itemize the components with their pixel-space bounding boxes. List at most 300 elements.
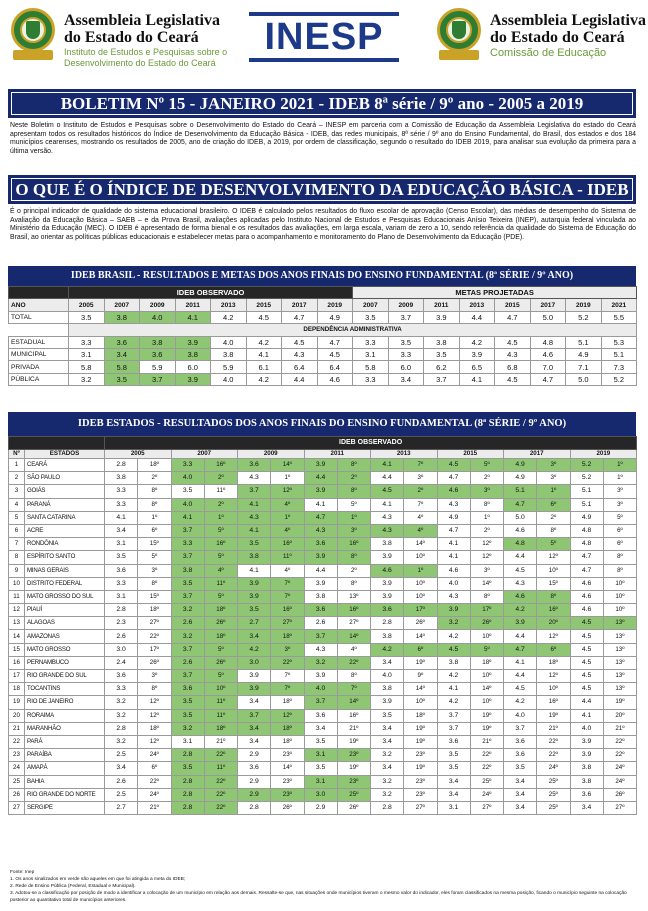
ideb-rank: 14º — [337, 630, 370, 643]
ideb-rank: 5º — [470, 459, 503, 472]
table-row — [9, 696, 637, 709]
ideb-value: 2.9 — [238, 788, 271, 801]
ideb-rank: 5º — [204, 590, 237, 603]
ideb-value: 4.3 — [371, 511, 404, 524]
ideb-value: 4.3 — [238, 472, 271, 485]
inesp-logo — [249, 12, 399, 62]
row-number: 15 — [9, 643, 25, 656]
observed-year: 2019 — [317, 299, 353, 311]
ideb-value: 5.1 — [570, 498, 603, 511]
ideb-value: 2.8 — [171, 801, 204, 814]
footnote-1: 1. Os anos sinalizados em verde são aqueles em que foi atingida a meta do IDEB; — [10, 877, 186, 882]
ideb-value: 4.0 — [504, 709, 537, 722]
ideb-value: 2.5 — [105, 749, 138, 762]
state-name: SANTA CATARINA — [25, 511, 105, 524]
projected-value: 4.6 — [530, 348, 566, 360]
ideb-rank: 6º — [603, 524, 636, 537]
ideb-rank: 18º — [138, 722, 171, 735]
ideb-value: 2.8 — [171, 788, 204, 801]
year-header: 2007 — [171, 450, 238, 459]
ideb-value: 4.4 — [304, 564, 337, 577]
ideb-rank: 26º — [204, 656, 237, 669]
ideb-rank: 11º — [204, 696, 237, 709]
ideb-value: 3.5 — [304, 735, 337, 748]
ideb-value: 3.5 — [171, 709, 204, 722]
ideb-rank: 16º — [337, 709, 370, 722]
ideb-value: 3.1 — [437, 801, 470, 814]
row-number: 10 — [9, 577, 25, 590]
ideb-rank: 6º — [404, 643, 437, 656]
ideb-rank: 26º — [138, 656, 171, 669]
ideb-rank: 18º — [138, 459, 171, 472]
estados-years-row — [9, 450, 637, 459]
ideb-value: 3.7 — [171, 670, 204, 683]
ideb-rank: 22º — [204, 788, 237, 801]
observed-value: 4.7 — [282, 311, 318, 323]
ideb-rank: 26º — [404, 617, 437, 630]
ideb-value: 2.5 — [105, 788, 138, 801]
projected-value: 6.2 — [424, 361, 460, 373]
state-seal-icon — [434, 6, 484, 68]
ideb-value: 3.6 — [304, 538, 337, 551]
ideb-rank: 14º — [337, 696, 370, 709]
ideb-value: 3.4 — [238, 735, 271, 748]
ideb-value: 3.5 — [238, 538, 271, 551]
row-label: ESTADUAL — [9, 336, 69, 348]
ideb-value: 4.4 — [570, 696, 603, 709]
observed-value: 3.5 — [69, 311, 105, 323]
observed-year: 2007 — [104, 299, 140, 311]
state-name: PIAUÍ — [25, 604, 105, 617]
ideb-value: 3.2 — [371, 775, 404, 788]
ideb-rank: 16º — [337, 604, 370, 617]
ideb-value: 3.7 — [171, 524, 204, 537]
ideb-rank: 8º — [537, 524, 570, 537]
projected-value: 5.0 — [566, 373, 602, 385]
ideb-value: 4.1 — [105, 511, 138, 524]
ideb-value: 3.6 — [171, 683, 204, 696]
ideb-rank: 1º — [404, 564, 437, 577]
ideb-value: 4.4 — [504, 551, 537, 564]
projected-value: 5.5 — [601, 311, 637, 323]
ideb-rank: 10º — [470, 670, 503, 683]
projected-value: 5.0 — [530, 311, 566, 323]
projected-year: 2021 — [601, 299, 637, 311]
ideb-rank: 5º — [204, 643, 237, 656]
ideb-rank: 22º — [204, 801, 237, 814]
ideb-value: 4.8 — [570, 538, 603, 551]
ideb-rank: 5º — [204, 670, 237, 683]
ideb-rank: 22º — [537, 735, 570, 748]
brasil-header-row — [9, 287, 637, 299]
ideb-value: 4.2 — [371, 643, 404, 656]
dependencia-label: DEPENDÊNCIA ADMINISTRATIVA — [69, 324, 637, 336]
ideb-value: 3.9 — [304, 485, 337, 498]
ideb-rank: 8º — [337, 551, 370, 564]
ideb-value: 3.4 — [238, 722, 271, 735]
brasil-table-title: IDEB BRASIL - RESULTADOS E METAS DOS ANOS FINAIS DO ENSINO FUNDAMENTAL (8ª SÉRIE / 9º ANO) — [8, 266, 636, 286]
ideb-rank: 27º — [404, 801, 437, 814]
projected-value: 3.5 — [388, 336, 424, 348]
ideb-value: 4.5 — [371, 485, 404, 498]
ideb-value: 3.7 — [437, 709, 470, 722]
ideb-value: 3.1 — [171, 735, 204, 748]
ideb-rank: 25º — [537, 788, 570, 801]
projected-year: 2019 — [566, 299, 602, 311]
ideb-rank: 23º — [337, 775, 370, 788]
ideb-value: 2.8 — [171, 749, 204, 762]
ideb-rank: 2º — [337, 564, 370, 577]
ideb-rank: 22º — [470, 762, 503, 775]
ideb-value: 5.2 — [570, 472, 603, 485]
ideb-rank: 18º — [470, 656, 503, 669]
header-blank — [9, 287, 69, 299]
ideb-value: 3.9 — [238, 670, 271, 683]
state-name: MINAS GERAIS — [25, 564, 105, 577]
brasil-row — [9, 373, 637, 385]
ideb-rank: 3º — [138, 564, 171, 577]
ideb-value: 3.8 — [371, 683, 404, 696]
ideb-value: 3.1 — [304, 775, 337, 788]
observed-value: 6.4 — [282, 361, 318, 373]
observed-year: 2015 — [246, 299, 282, 311]
ideb-rank: 1º — [470, 511, 503, 524]
ideb-rank: 8º — [470, 498, 503, 511]
ideb-rank: 3º — [470, 485, 503, 498]
ideb-rank: 26º — [337, 801, 370, 814]
brasil-row — [9, 348, 637, 360]
ideb-value: 4.9 — [504, 459, 537, 472]
ideb-rank: 12º — [138, 735, 171, 748]
table-row — [9, 498, 637, 511]
ideb-rank: 2º — [138, 472, 171, 485]
observed-value: 4.1 — [175, 311, 211, 323]
projected-value: 5.8 — [353, 361, 389, 373]
projected-year: 2009 — [388, 299, 424, 311]
observed-value: 5.8 — [104, 361, 140, 373]
ideb-rank: 26º — [204, 617, 237, 630]
projected-value: 7.3 — [601, 361, 637, 373]
ideb-value: 4.3 — [371, 524, 404, 537]
ideb-value: 3.9 — [371, 590, 404, 603]
ideb-value: 4.6 — [437, 485, 470, 498]
ideb-rank: 10º — [470, 696, 503, 709]
ideb-rank: 10º — [537, 564, 570, 577]
table-row — [9, 551, 637, 564]
estados-table-box — [8, 412, 636, 815]
ideb-value: 3.5 — [437, 749, 470, 762]
ideb-value: 4.8 — [570, 524, 603, 537]
ideb-rank: 24º — [138, 788, 171, 801]
ideb-rank: 17º — [404, 604, 437, 617]
observed-value: 6.4 — [317, 361, 353, 373]
ideb-rank: 13º — [603, 617, 636, 630]
projected-value: 5.1 — [566, 336, 602, 348]
projected-value: 3.9 — [424, 311, 460, 323]
ideb-rank: 15º — [537, 577, 570, 590]
ideb-value: 4.1 — [371, 498, 404, 511]
ideb-value: 2.8 — [105, 722, 138, 735]
ideb-value: 4.5 — [570, 643, 603, 656]
row-label: PRIVADA — [9, 361, 69, 373]
ideb-rank: 13º — [603, 643, 636, 656]
brasil-row — [9, 361, 637, 373]
right-org-line2: do Estado do Ceará — [490, 29, 625, 46]
state-name: SERGIPE — [25, 801, 105, 814]
ideb-value: 4.1 — [171, 511, 204, 524]
ideb-rank: 19º — [404, 735, 437, 748]
ideb-rank: 12º — [470, 538, 503, 551]
table-row — [9, 524, 637, 537]
table-row — [9, 472, 637, 485]
table-row — [9, 617, 637, 630]
observed-value: 3.8 — [104, 311, 140, 323]
ideb-rank: 27º — [470, 801, 503, 814]
ideb-rank: 7º — [404, 498, 437, 511]
ideb-rank: 24º — [603, 775, 636, 788]
ideb-rank: 22º — [204, 775, 237, 788]
ideb-value: 3.9 — [304, 459, 337, 472]
ideb-rank: 2º — [470, 472, 503, 485]
ideb-value: 3.6 — [304, 604, 337, 617]
ideb-rank: 19º — [337, 762, 370, 775]
ideb-value: 3.9 — [238, 590, 271, 603]
brasil-row — [9, 336, 637, 348]
ideb-rank: 2º — [204, 498, 237, 511]
ideb-value: 3.6 — [238, 762, 271, 775]
ideb-rank: 12º — [138, 696, 171, 709]
n-header: Nº — [9, 450, 25, 459]
ideb-value: 3.0 — [304, 788, 337, 801]
ideb-rank: 27º — [337, 617, 370, 630]
ideb-rank: 21º — [537, 722, 570, 735]
observed-year: 2011 — [175, 299, 211, 311]
ideb-rank: 12º — [537, 551, 570, 564]
ideb-value: 3.8 — [371, 538, 404, 551]
observed-value: 3.3 — [69, 336, 105, 348]
ideb-rank: 3º — [470, 564, 503, 577]
ideb-value: 3.9 — [504, 617, 537, 630]
ideb-rank: 11º — [204, 762, 237, 775]
ideb-value: 2.7 — [238, 617, 271, 630]
projected-value: 5.1 — [601, 348, 637, 360]
ideb-rank: 6º — [603, 538, 636, 551]
ideb-rank: 1º — [204, 511, 237, 524]
ideb-value: 3.7 — [171, 551, 204, 564]
ideb-rank: 26º — [271, 801, 304, 814]
projected-year: 2013 — [459, 299, 495, 311]
left-organization — [8, 6, 227, 68]
ideb-value: 3.4 — [504, 801, 537, 814]
ideb-value: 4.5 — [570, 630, 603, 643]
state-name: DISTRITO FEDERAL — [25, 577, 105, 590]
row-number: 27 — [9, 801, 25, 814]
ideb-value: 5.1 — [570, 485, 603, 498]
projected-value: 4.5 — [495, 373, 531, 385]
ideb-value: 4.7 — [437, 472, 470, 485]
observed-year: 2009 — [140, 299, 176, 311]
ideb-value: 3.8 — [437, 656, 470, 669]
projected-value: 4.3 — [495, 348, 531, 360]
ideb-rank: 22º — [138, 630, 171, 643]
ideb-value: 3.8 — [304, 590, 337, 603]
ideb-rank: 8º — [337, 577, 370, 590]
ideb-value: 4.9 — [504, 472, 537, 485]
ideb-rank: 21º — [337, 722, 370, 735]
observed-value: 4.0 — [211, 373, 247, 385]
projected-year: 2017 — [530, 299, 566, 311]
ideb-value: 3.6 — [105, 670, 138, 683]
ideb-value: 4.0 — [171, 498, 204, 511]
row-number: 8 — [9, 551, 25, 564]
projected-value: 3.7 — [388, 311, 424, 323]
ideb-value: 3.7 — [171, 643, 204, 656]
projected-header: METAS PROJETADAS — [353, 287, 637, 299]
ideb-rank: 23º — [271, 749, 304, 762]
ideb-value: 3.5 — [105, 551, 138, 564]
ideb-value: 4.1 — [304, 498, 337, 511]
observed-value: 3.5 — [104, 373, 140, 385]
observed-value: 6.0 — [175, 361, 211, 373]
ideb-rank: 1º — [603, 459, 636, 472]
ideb-value: 3.6 — [304, 709, 337, 722]
ideb-value: 4.3 — [437, 498, 470, 511]
ideb-rank: 19º — [404, 762, 437, 775]
row-number: 21 — [9, 722, 25, 735]
ideb-value: 5.2 — [570, 459, 603, 472]
table-row — [9, 577, 637, 590]
projected-value: 4.9 — [566, 348, 602, 360]
ideb-rank: 23º — [404, 788, 437, 801]
ideb-rank: 25º — [537, 801, 570, 814]
ideb-value: 3.9 — [304, 577, 337, 590]
state-name: MARANHÃO — [25, 722, 105, 735]
ideb-value: 3.3 — [171, 538, 204, 551]
ideb-rank: 5º — [337, 498, 370, 511]
ideb-value: 3.5 — [437, 762, 470, 775]
ideb-rank: 18º — [204, 722, 237, 735]
right-org-sub1: Comissão de Educação — [490, 47, 607, 59]
ideb-rank: 23º — [271, 775, 304, 788]
ideb-value: 3.5 — [304, 762, 337, 775]
observed-header: IDEB OBSERVADO — [69, 287, 353, 299]
bulletin-title: BOLETIM Nº 15 - JANEIRO 2021 - IDEB 8ª série / 9º ano - 2005 a 2019 — [8, 89, 636, 118]
year-header: 2005 — [105, 450, 172, 459]
ideb-value: 2.9 — [304, 801, 337, 814]
ideb-rank: 11º — [204, 577, 237, 590]
projected-value: 4.8 — [530, 336, 566, 348]
dependencia-row — [9, 324, 637, 336]
ideb-rank: 18º — [271, 696, 304, 709]
ideb-value: 3.8 — [238, 551, 271, 564]
table-row — [9, 538, 637, 551]
ideb-rank: 12º — [470, 551, 503, 564]
ideb-rank: 14º — [271, 762, 304, 775]
ideb-rank: 21º — [603, 722, 636, 735]
ideb-rank: 18º — [404, 709, 437, 722]
ideb-rank: 6º — [537, 498, 570, 511]
ideb-value: 3.7 — [304, 630, 337, 643]
estados-header: ESTADOS — [25, 450, 105, 459]
ideb-value: 3.5 — [171, 696, 204, 709]
projected-value: 5.3 — [601, 336, 637, 348]
ideb-value: 3.2 — [105, 735, 138, 748]
ideb-rank: 22º — [537, 749, 570, 762]
ideb-rank: 7º — [271, 577, 304, 590]
ideb-rank: 19º — [470, 709, 503, 722]
ideb-rank: 19º — [404, 722, 437, 735]
ideb-value: 3.2 — [371, 788, 404, 801]
state-name: PARÁ — [25, 735, 105, 748]
ideb-value: 3.3 — [105, 683, 138, 696]
state-name: PARANÁ — [25, 498, 105, 511]
left-org-line1: Assembleia Legislativa — [64, 12, 220, 29]
observed-header: IDEB OBSERVADO — [105, 437, 637, 450]
ideb-rank: 14º — [404, 683, 437, 696]
state-name: AMAZONAS — [25, 630, 105, 643]
ideb-rank: 18º — [204, 630, 237, 643]
ideb-rank: 7º — [404, 459, 437, 472]
projected-value: 3.9 — [459, 348, 495, 360]
row-label: TOTAL — [9, 311, 69, 323]
ideb-rank: 5º — [603, 511, 636, 524]
ideb-value: 2.9 — [238, 775, 271, 788]
state-name: RORAIMA — [25, 709, 105, 722]
table-row — [9, 656, 637, 669]
ideb-value: 4.5 — [570, 656, 603, 669]
ideb-rank: 8º — [138, 577, 171, 590]
ideb-rank: 3º — [537, 472, 570, 485]
ideb-value: 4.1 — [371, 459, 404, 472]
ideb-rank: 12º — [138, 709, 171, 722]
projected-value: 3.3 — [388, 348, 424, 360]
ideb-rank: 13º — [603, 683, 636, 696]
ideb-rank: 22º — [138, 775, 171, 788]
ideb-rank: 10º — [404, 590, 437, 603]
table-row — [9, 775, 637, 788]
ideb-value: 2.6 — [105, 775, 138, 788]
ideb-rank: 8º — [537, 590, 570, 603]
observed-value: 3.1 — [69, 348, 105, 360]
ideb-value: 4.4 — [504, 630, 537, 643]
ideb-value: 3.9 — [371, 577, 404, 590]
ideb-rank: 22º — [337, 656, 370, 669]
table-row — [9, 590, 637, 603]
year-header: 2015 — [437, 450, 504, 459]
ideb-rank: 27º — [138, 617, 171, 630]
ideb-rank: 3º — [337, 524, 370, 537]
row-number: 1 — [9, 459, 25, 472]
ideb-value: 3.5 — [238, 604, 271, 617]
ideb-value: 2.8 — [371, 617, 404, 630]
ideb-value: 3.8 — [105, 472, 138, 485]
state-name: PERNAMBUCO — [25, 656, 105, 669]
dependencia-blank — [9, 324, 69, 336]
ideb-rank: 10º — [404, 577, 437, 590]
footnote-source: Fonte: Inep — [10, 870, 35, 875]
table-row — [9, 749, 637, 762]
ideb-rank: 2º — [537, 511, 570, 524]
ideb-value: 3.1 — [304, 749, 337, 762]
ideb-value: 4.8 — [504, 538, 537, 551]
ideb-rank: 10º — [470, 630, 503, 643]
ideb-rank: 8º — [470, 590, 503, 603]
ideb-rank: 20º — [603, 709, 636, 722]
ideb-value: 4.5 — [504, 683, 537, 696]
ideb-rank: 18º — [138, 604, 171, 617]
row-number: 13 — [9, 617, 25, 630]
state-name: RIO GRANDE DO NORTE — [25, 788, 105, 801]
